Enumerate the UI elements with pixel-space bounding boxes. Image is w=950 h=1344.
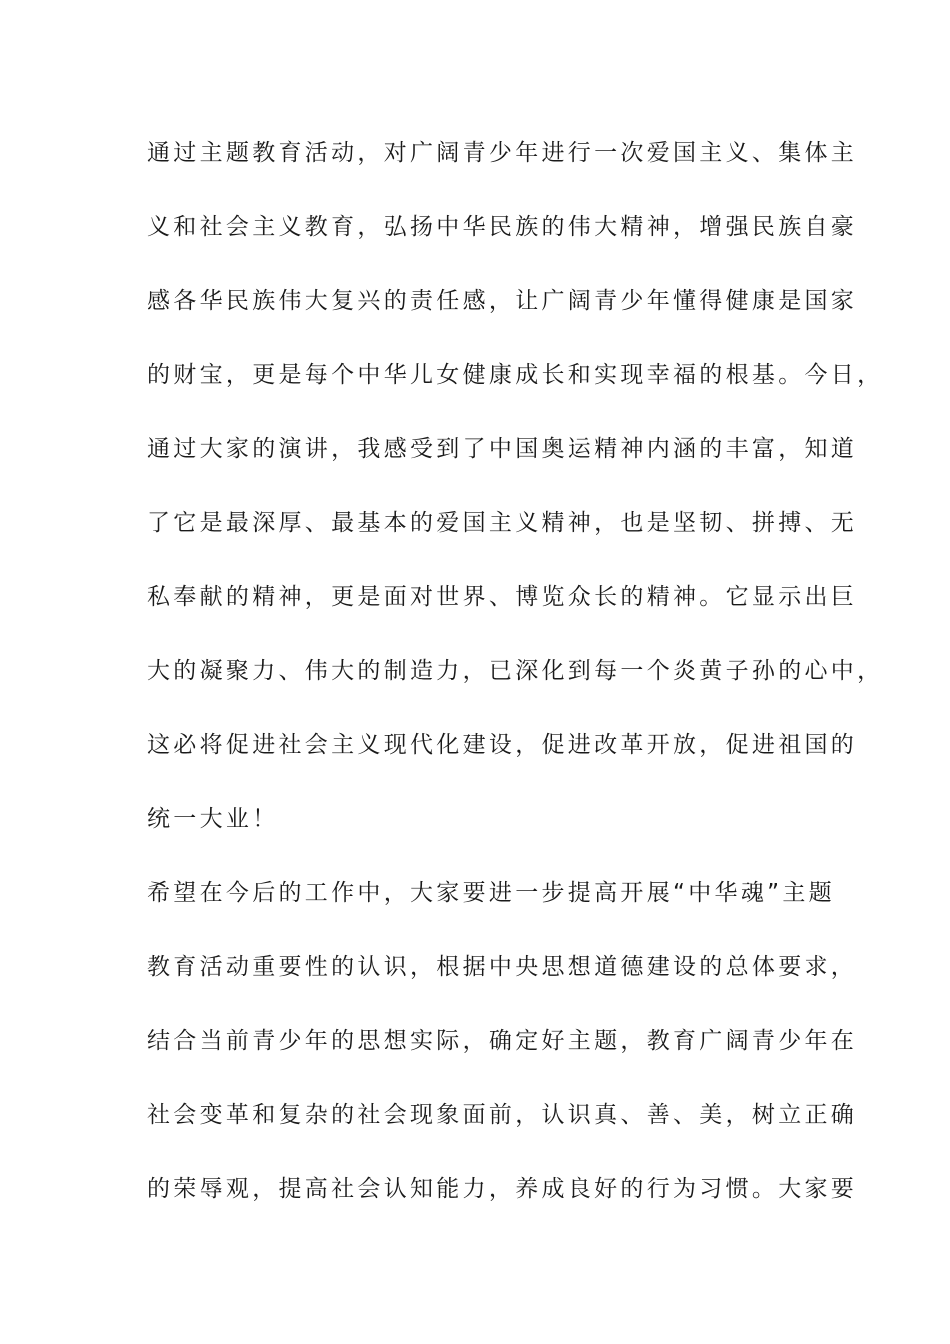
text-line: 私奉献的精神，更是面对世界、博览众长的精神。它显示出巨 [147, 584, 858, 610]
text-line: 教育活动重要性的认识，根据中央思想道德建设的总体要求， [147, 954, 858, 980]
text-line: 大的凝聚力、伟大的制造力，已深化到每一个炎黄子孙的心中， [147, 658, 884, 684]
text-line: 了它是最深厚、最基本的爱国主义精神，也是坚韧、拼搏、无 [147, 510, 858, 536]
text-line: 统一大业！ [147, 806, 279, 832]
text-line: 感各华民族伟大复兴的责任感，让广阔青少年懂得健康是国家 [147, 288, 858, 314]
text-line: 结合当前青少年的思想实际，确定好主题，教育广阔青少年在 [147, 1028, 858, 1054]
text-line: 的财宝，更是每个中华儿女健康成长和实现幸福的根基。今日， [147, 362, 884, 388]
text-line: 希望在今后的工作中，大家要进一步提高开展“中华魂”主题 [147, 880, 835, 906]
text-line: 通过主题教育活动，对广阔青少年进行一次爱国主义、集体主 [147, 140, 858, 166]
text-line: 义和社会主义教育，弘扬中华民族的伟大精神，增强民族自豪 [147, 214, 858, 240]
text-line: 社会变革和复杂的社会现象面前，认识真、善、美，树立正确 [147, 1102, 858, 1128]
text-line: 的荣辱观，提高社会认知能力，养成良好的行为习惯。大家要 [147, 1176, 858, 1202]
text-line: 这必将促进社会主义现代化建设，促进改革开放，促进祖国的 [147, 732, 858, 758]
body-text [147, 128, 884, 1238]
text-line: 通过大家的演讲，我感受到了中国奥运精神内涵的丰富，知道 [147, 436, 858, 462]
